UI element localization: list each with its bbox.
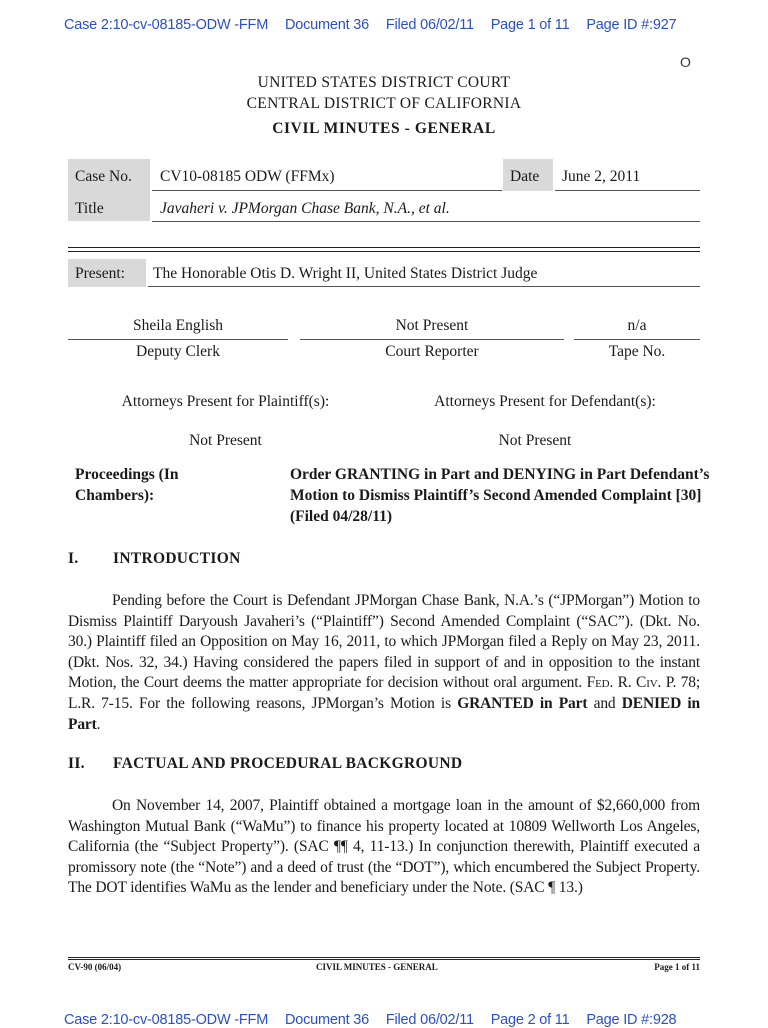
header-filed-date: Filed 06/02/11 [385, 1012, 474, 1028]
court-name: UNITED STATES DISTRICT COURT [257, 74, 511, 91]
title-label: Title [68, 191, 150, 221]
attorneys-defendant-value: Not Present [498, 432, 572, 449]
tape-underline [574, 339, 700, 340]
filing-header [64, 17, 724, 33]
reporter-underline [300, 339, 564, 340]
footer-rule-top [68, 957, 700, 958]
corner-mark: O [680, 54, 691, 70]
conjunction: and [593, 694, 616, 712]
deputy-clerk-name: Sheila English [133, 317, 223, 334]
filing-header-next-page [64, 1012, 724, 1028]
granted-in-part: GRANTED in Part [457, 694, 588, 712]
case-no-underline [152, 190, 502, 191]
header-case-number: Case 2:10-cv-08185-ODW -FFM [64, 17, 269, 33]
present-label: Present: [68, 259, 146, 287]
clerk-underline [68, 339, 288, 340]
section-title: FACTUAL AND PROCEDURAL BACKGROUND [113, 755, 463, 772]
title-underline [152, 221, 700, 222]
intro-text-cont: For the following reasons, JPMorgan’s Motion is [138, 694, 451, 712]
section-number: I. [68, 550, 79, 567]
header-case-number: Case 2:10-cv-08185-ODW -FFM [64, 1012, 269, 1028]
deputy-clerk-label: Deputy Clerk [136, 343, 220, 360]
rule-citation: Fed. R. Civ. P. 78; L.R. 7-15. [68, 674, 700, 712]
intro-text: Pending before the Court is Defendant JPMorgan Chase Bank, N.A.’s (“JPMorgan”) Motion to Dismiss Plaintiff Daryoush Javaheri’s (“Plaintiff”) Second Amended Complaint (“SAC”). (Dkt. No. 30.) Plaintiff filed an Opposition on May 16, 2011, to which JPMorgan filed a Reply on May 23, 2011. (Dkt. Nos. 32, 34.) Having considered the papers filed in support of and in opposition to the instant Motion, the Court deems the matter appropriate for decision without oral argument. [68, 592, 700, 692]
footer-rule-bottom [68, 959, 700, 960]
date-value: June 2, 2011 [562, 168, 641, 185]
case-no-label: Case No. [68, 159, 150, 191]
case-title-value: Javaheri v. JPMorgan Chase Bank, N.A., et al. [160, 200, 450, 217]
denied-in-part: DENIED in Part [68, 694, 700, 733]
footer-page-number: Page 1 of 11 [654, 962, 700, 972]
header-page-id: Page ID #:928 [586, 1012, 677, 1028]
proceedings-label: Proceedings (In Chambers): [75, 466, 179, 504]
introduction-paragraph [68, 591, 700, 735]
header-document: Document 36 [284, 17, 369, 33]
section-number: II. [68, 755, 85, 772]
court-reporter-name: Not Present [395, 317, 469, 334]
double-rule-top [68, 247, 700, 248]
header-page: Page 1 of 11 [490, 17, 570, 33]
header-page: Page 2 of 11 [490, 1012, 570, 1028]
court-reporter-label: Court Reporter [385, 343, 479, 360]
attorneys-plaintiff-label: Attorneys Present for Plaintiff(s): [121, 393, 330, 410]
tape-number-value: n/a [627, 317, 647, 334]
double-rule-bottom [68, 251, 700, 252]
period: . [96, 715, 101, 733]
attorneys-plaintiff-value: Not Present [189, 432, 262, 449]
footer-form-number: CV-90 (06/04) [68, 962, 122, 972]
date-label: Date [503, 159, 553, 191]
header-document: Document 36 [284, 1012, 369, 1028]
header-filed-date: Filed 06/02/11 [385, 17, 474, 33]
footer-title: CIVIL MINUTES - GENERAL [316, 962, 438, 972]
present-judge: The Honorable Otis D. Wright II, United States District Judge [153, 265, 538, 282]
case-no-value: CV10-08185 ODW (FFMx) [160, 168, 335, 185]
present-underline [148, 286, 700, 287]
tape-number-label: Tape No. [608, 343, 666, 360]
section-heading-introduction [68, 550, 241, 568]
date-underline [555, 190, 700, 191]
court-district: CENTRAL DISTRICT OF CALIFORNIA [246, 95, 522, 112]
header-page-id: Page ID #:927 [586, 17, 677, 33]
proceedings-order-title: Order GRANTING in Part and DENYING in Part Defendant’s Motion to Dismiss Plaintiff’s Second Amended Complaint [30] (Filed 04/28/11) [290, 466, 710, 525]
background-paragraph: On November 14, 2007, Plaintiff obtained a mortgage loan in the amount of $2,660,000 from Washington Mutual Bank (“WaMu”) to finance his property located at 10809 Wellworth Los Angeles, California (the “Subject Property”). (SAC ¶¶ 4, 11-13.) In conjunction therewith, Plaintiff executed a promissory note (the “Note”) and a deed of trust (the “DOT”), which encumbered the Subject Property. The DOT identifies WaMu as the lender and beneficiary under the Note. (SAC ¶ 13.) [68, 797, 700, 897]
section-heading-background [68, 755, 462, 773]
attorneys-defendant-label: Attorneys Present for Defendant(s): [434, 393, 656, 410]
section-title: INTRODUCTION [113, 550, 241, 567]
document-type: CIVIL MINUTES - GENERAL [272, 120, 496, 137]
